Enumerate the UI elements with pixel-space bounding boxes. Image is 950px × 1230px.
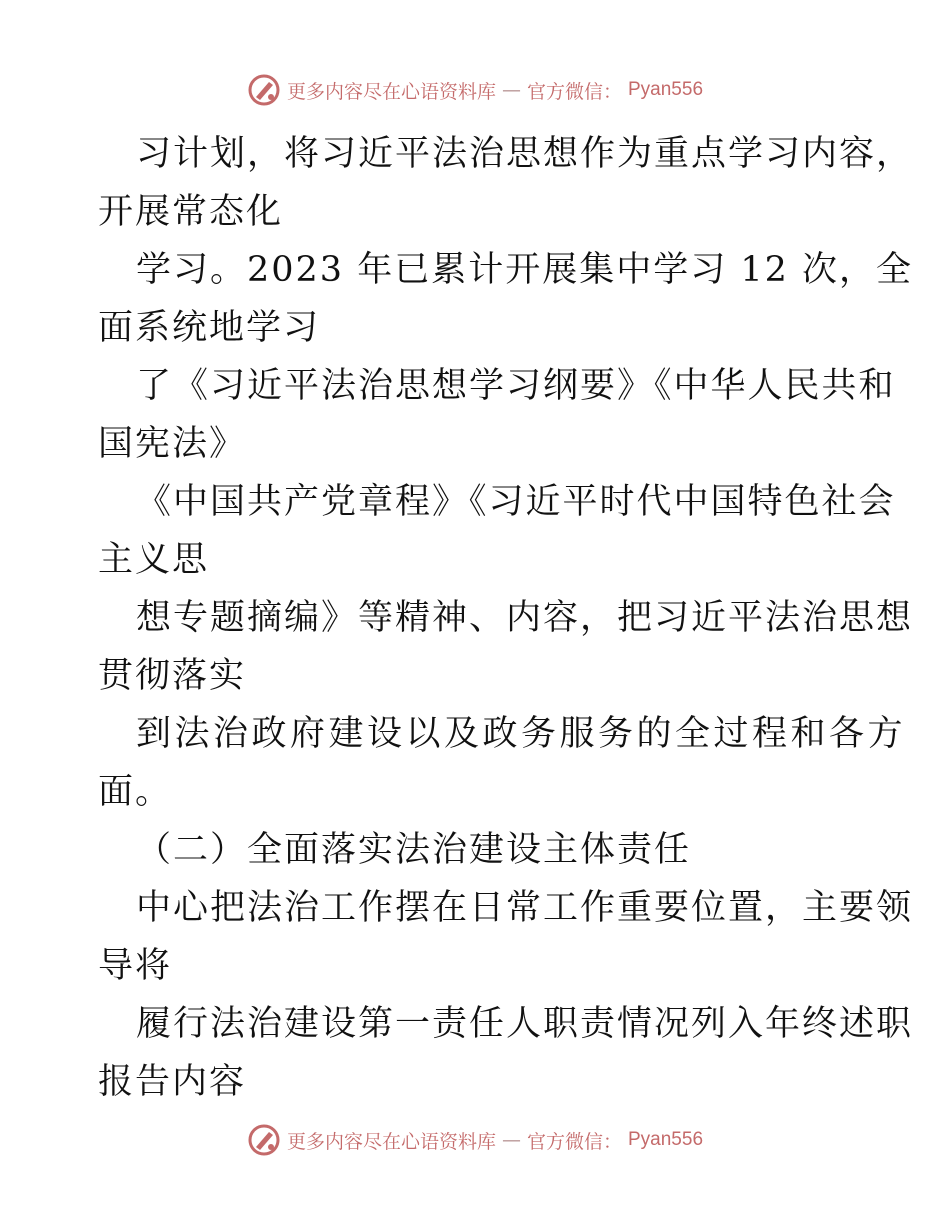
text-line: 履行法治建设第一责任人职责情况列入年终述职 <box>136 1004 914 1044</box>
watermark-contact-label: 官方微信： <box>526 1130 622 1153</box>
watermark-wechat-id: Pyan556 <box>628 79 704 100</box>
text-line: 了《习近平法治思想学习纲要》《中华人民共和 <box>136 366 896 406</box>
watermark-wechat-id: Pyan556 <box>628 1129 704 1150</box>
text-line: 习计划，将习近平法治思想作为重点学习内容， <box>136 134 914 174</box>
document-body <box>98 125 914 1111</box>
text-line: 国宪法》 <box>98 424 247 464</box>
header-watermark <box>0 70 950 110</box>
text-line: 想专题摘编》等精神、内容，把习近平法治思想 <box>136 598 914 638</box>
text-line: 面。 <box>98 772 173 812</box>
text-line: 导将 <box>98 946 173 986</box>
text-line: 主义思 <box>98 540 210 580</box>
text-line: 报告内容 <box>98 1062 247 1102</box>
text-line: 到法治政府建设以及政务服务的全过程和各方 <box>136 714 907 754</box>
seal-logo-icon <box>247 1123 281 1157</box>
text-line: 中心把法治工作摆在日常工作重要位置，主要领 <box>136 888 914 928</box>
text-line: 学习。2023 年已累计开展集中学习 12 次，全 <box>136 250 913 290</box>
text-line: 贯彻落实 <box>98 656 247 696</box>
watermark-contact-label: 官方微信： <box>526 80 622 103</box>
text-line: 《中国共产党章程》《习近平时代中国特色社会 <box>136 482 896 522</box>
footer-watermark <box>0 1120 950 1160</box>
seal-logo-icon <box>247 73 281 107</box>
watermark-separator: — <box>501 1129 521 1151</box>
text-line: 开展常态化 <box>98 192 284 232</box>
text-line: 面系统地学习 <box>98 308 321 348</box>
watermark-text: 更多内容尽在心语资料库 <box>286 1130 496 1153</box>
watermark-text: 更多内容尽在心语资料库 <box>286 80 496 103</box>
section-heading: （二）全面落实法治建设主体责任 <box>136 830 692 870</box>
watermark-separator: — <box>501 79 521 101</box>
